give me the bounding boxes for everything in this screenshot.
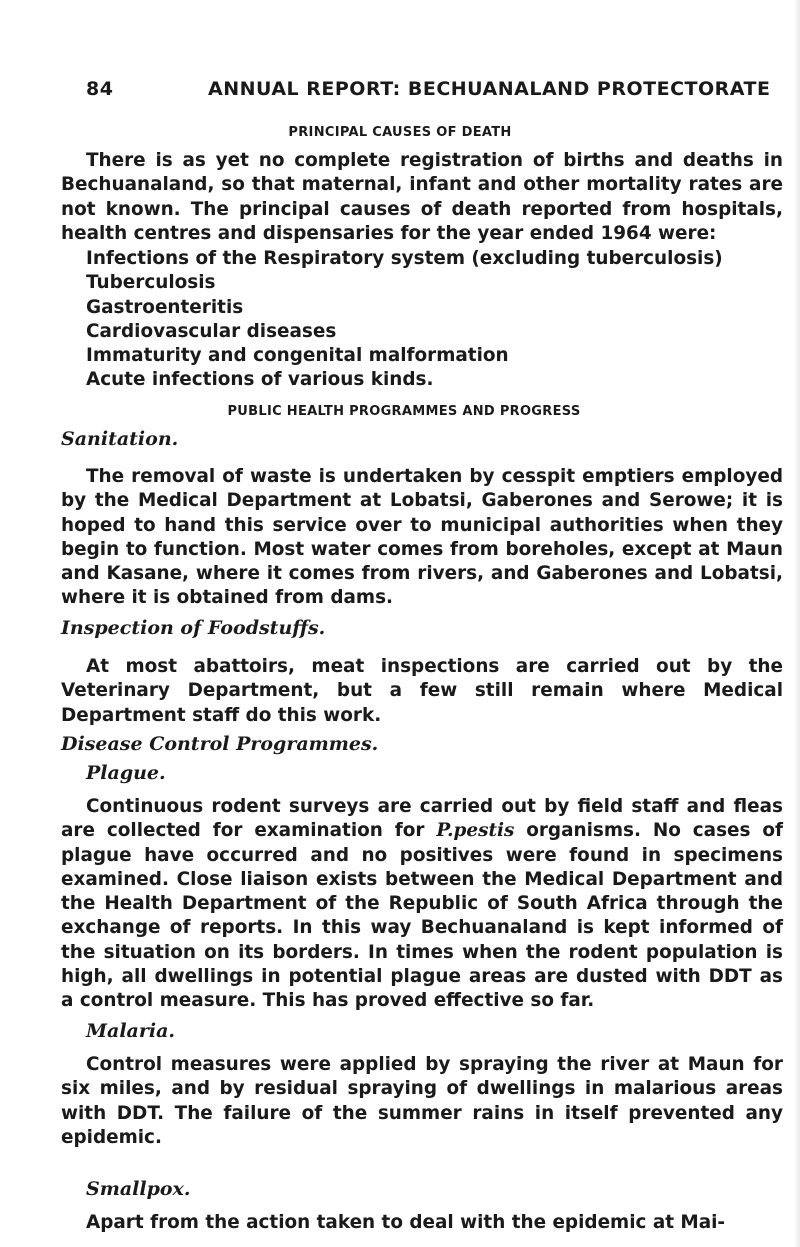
smallpox-paragraph: Apart from the action taken to deal with the epidemic at Mai- — [86, 1212, 726, 1233]
subheading-malaria: Malaria. — [86, 1020, 176, 1042]
inspection-paragraph: At most abattoirs, meat inspections are carried out by the Veterinary Department, but a few still remain where Medical Department staff do this work. — [61, 656, 783, 726]
page-number: 84 — [86, 78, 114, 100]
subheading-plague: Plague. — [86, 762, 166, 784]
page-edge-shadow — [794, 0, 800, 1247]
organism-name: P.pestis — [436, 820, 515, 842]
subheading-smallpox: Smallpox. — [86, 1178, 191, 1200]
plague-paragraph — [61, 795, 783, 1014]
subheading-disease-control: Disease Control Programmes. — [61, 733, 379, 755]
plague-text-end: organisms. No cases of plague have occurred and no positives were found in specimens examined. Close liaison exists between the Medical Department and the Health Department of the Republic of South Africa through the exchange of reports. In this way Bechuanaland is kept informed of the situation on its borders. In times when the rodent population is high, all dwellings in potential plague areas are dusted with DDT as a control measure. This has proved effective so far. — [61, 820, 783, 1012]
list-item: Immaturity and congenital malformation — [86, 345, 509, 367]
malaria-paragraph: Control measures were applied by spraying the river at Maun for six miles, and by residual spraying of dwellings in malarious areas with DDT. The failure of the summer rains in itself prevented any epidemic. — [61, 1054, 783, 1148]
sanitation-paragraph: The removal of waste is undertaken by cesspit emptiers employed by the Medical Department at Lobatsi, Gaberones and Serowe; it is hoped to hand this service over to municipal authorities when they begin to function. Most water comes from boreholes, except at Maun and Kasane, where it comes from rivers, and Gaberones and Lobatsi, where it is obtained from dams. — [61, 466, 783, 609]
subheading-sanitation: Sanitation. — [61, 428, 179, 450]
list-item: Gastroenteritis — [86, 296, 244, 318]
list-item: Tuberculosis — [86, 272, 216, 294]
list-item: Infections of the Respiratory system (excluding tuberculosis) — [86, 248, 723, 269]
list-item: Acute infections of various kinds. — [86, 369, 434, 391]
section-heading-causes: PRINCIPAL CAUSES OF DEATH — [288, 125, 512, 140]
section-heading-programmes: PUBLIC HEALTH PROGRAMMES AND PROGRESS — [227, 404, 581, 419]
list-item: Cardiovascular diseases — [86, 320, 337, 342]
causes-list — [86, 247, 786, 393]
running-title: ANNUAL REPORT: BECHUANALAND PROTECTORATE — [208, 78, 771, 100]
subheading-inspection: Inspection of Foodstuffs. — [61, 617, 326, 639]
plague-text-start: Continuous rodent surveys are carried out by field staff and fleas are collected for examination for — [61, 796, 783, 842]
causes-intro-paragraph: There is as yet no complete registration of births and deaths in Bechuanaland, so that maternal, infant and other mortality rates are not known. The principal causes of death reported from hospitals, health centres and dispensaries for the year ended 1964 were: — [61, 150, 783, 244]
